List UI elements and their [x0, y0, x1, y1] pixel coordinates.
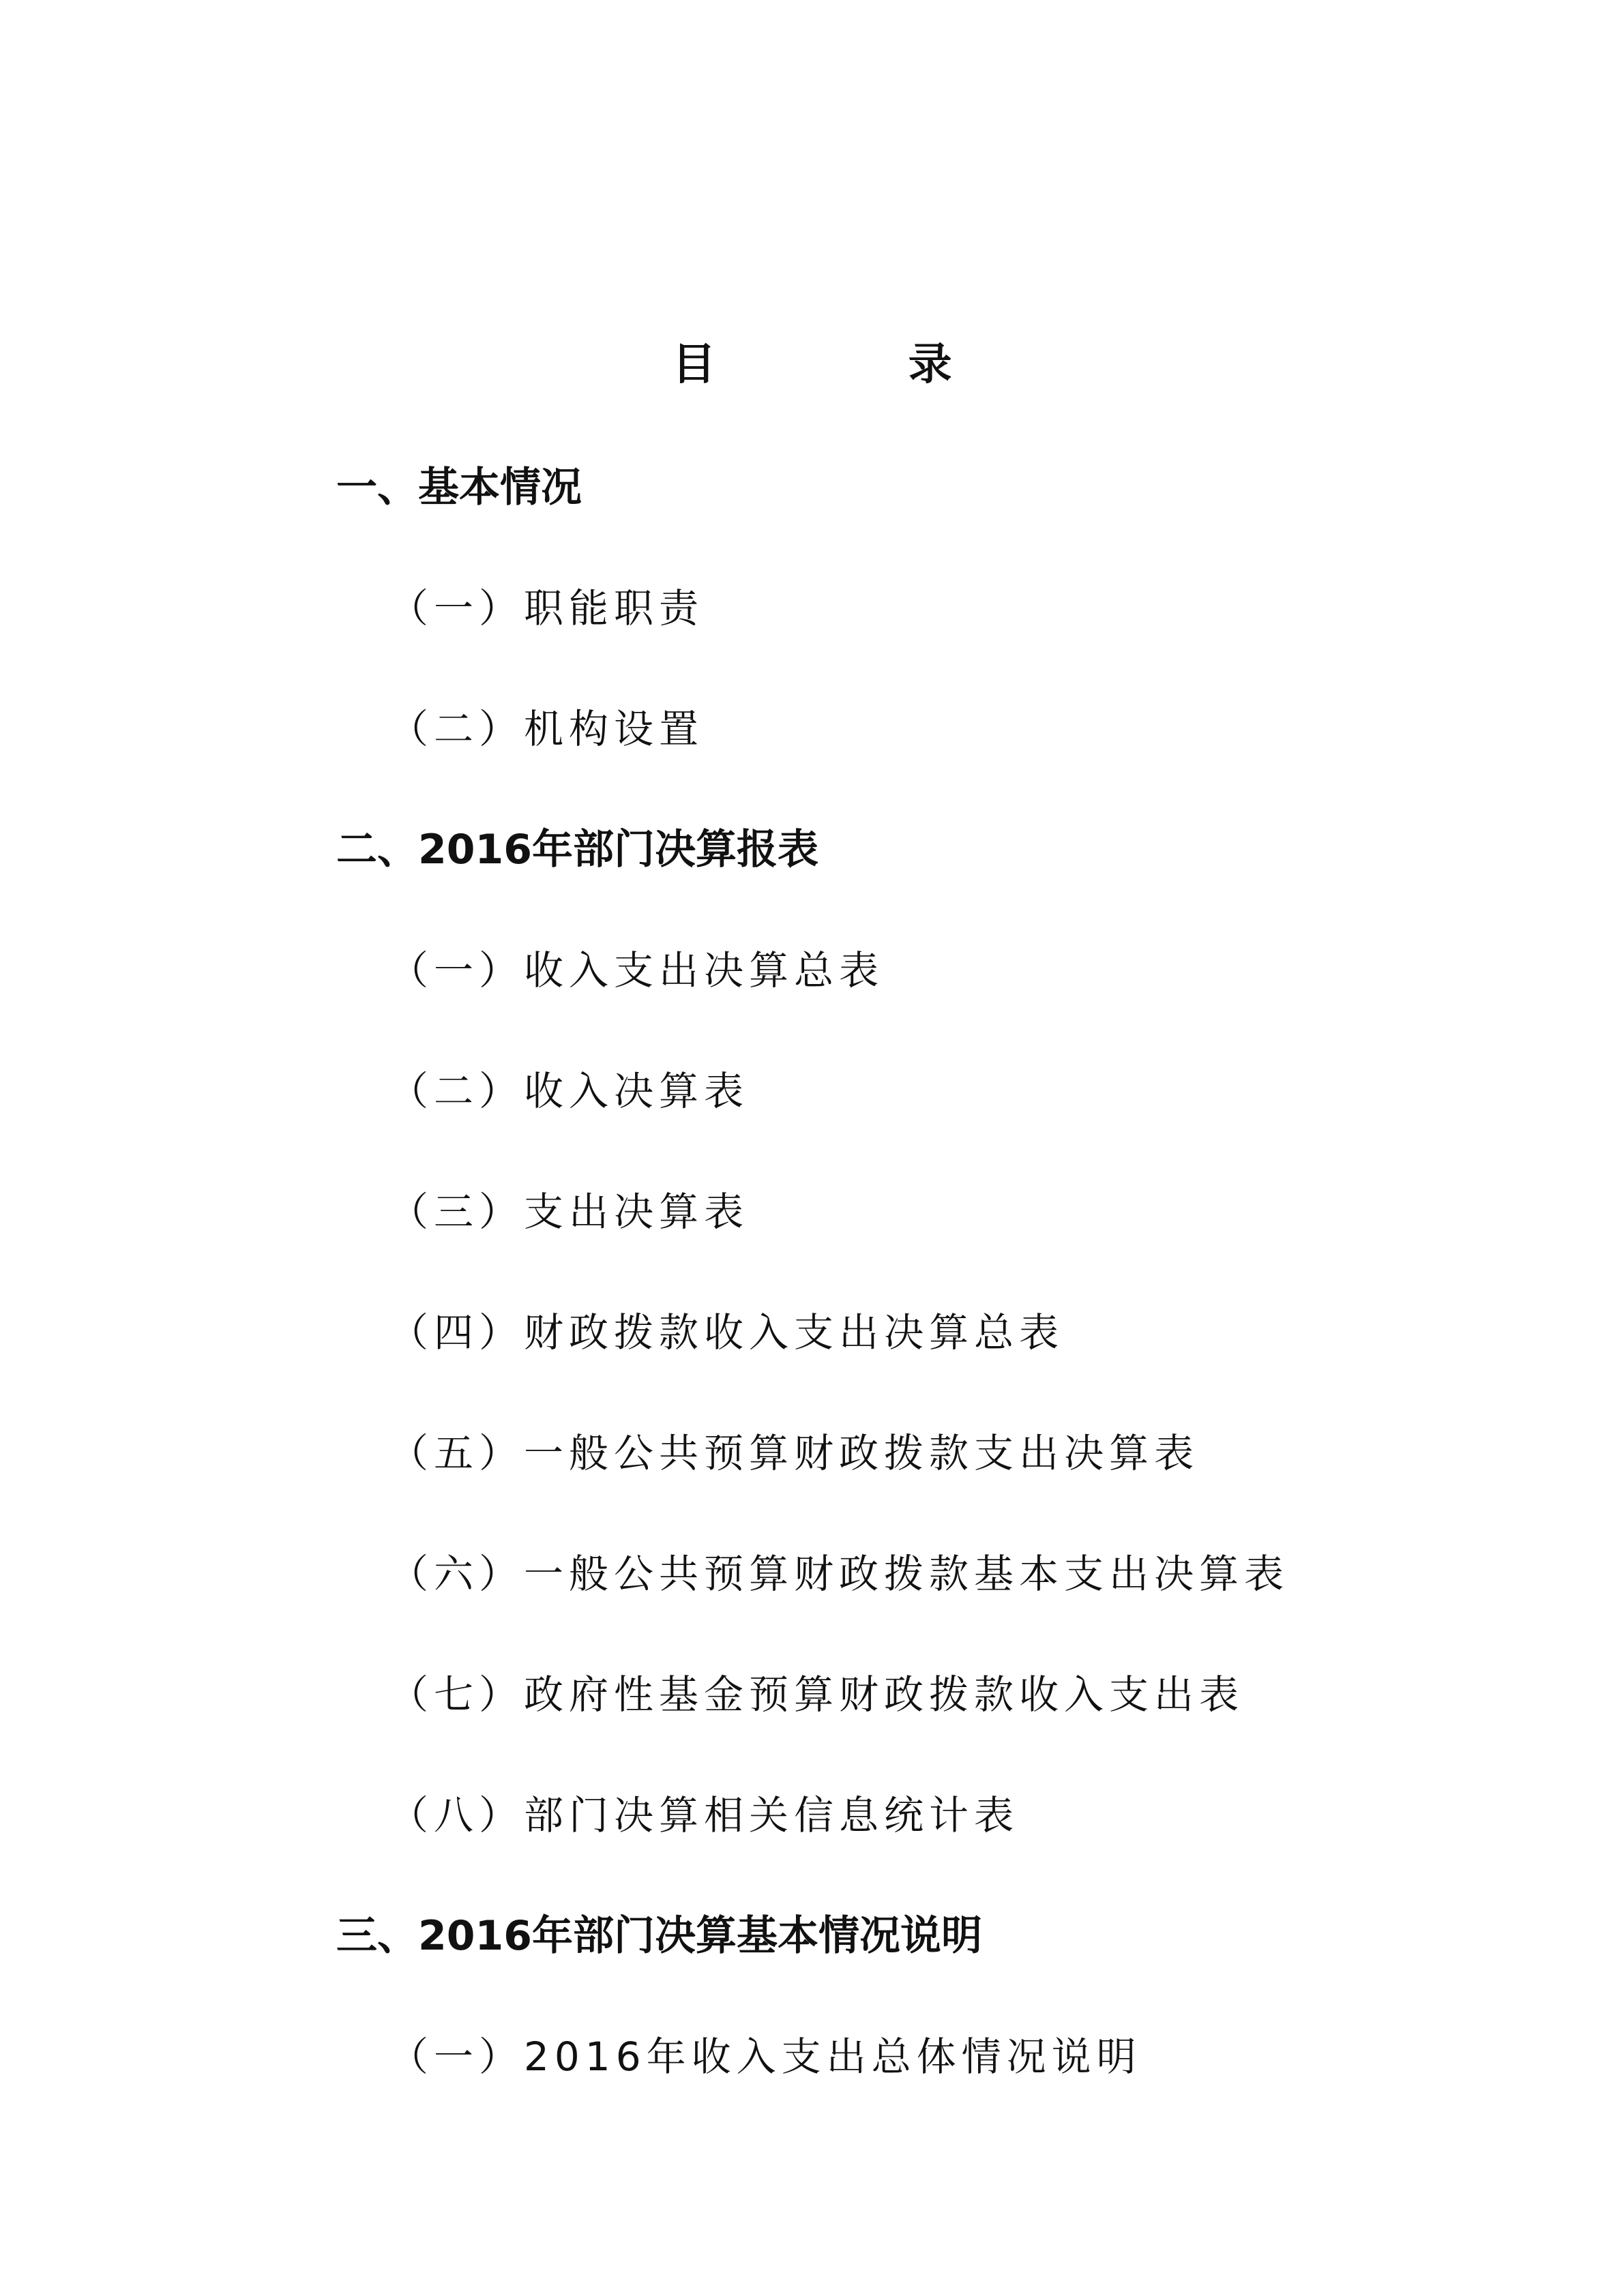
toc-item-income-table: （二）收入决算表 [389, 1068, 750, 1114]
toc-item-organization: （二）机构设置 [389, 706, 705, 752]
toc-item-functions: （一）职能职责 [389, 585, 705, 631]
toc-item-general-budget-basic-expense: （六）一般公共预算财政拨款基本支出决算表 [389, 1551, 1290, 1597]
toc-item-expense-table: （三）支出决算表 [389, 1189, 750, 1235]
toc-title: 目 录 [672, 340, 1041, 390]
toc-item-section-2: 二、2016年部门决算报表 [336, 826, 818, 874]
toc-item-government-fund: （七）政府性基金预算财政拨款收入支出表 [389, 1671, 1245, 1718]
toc-item-related-statistics: （八）部门决算相关信息统计表 [389, 1792, 1020, 1838]
toc-item-section-3: 三、2016年部门决算基本情况说明 [336, 1912, 982, 1960]
toc-item-overall-description: （一）2016年收入支出总体情况说明 [389, 2033, 1142, 2080]
toc-item-appropriation-summary: （四）财政拨款收入支出决算总表 [389, 1309, 1065, 1356]
toc-item-section-1: 一、基本情况 [336, 464, 582, 511]
toc-item-general-budget-expense: （五）一般公共预算财政拨款支出决算表 [389, 1430, 1200, 1476]
toc-item-income-expense-summary: （一）收入支出决算总表 [389, 947, 885, 994]
toc-list [0, 450, 1624, 2140]
